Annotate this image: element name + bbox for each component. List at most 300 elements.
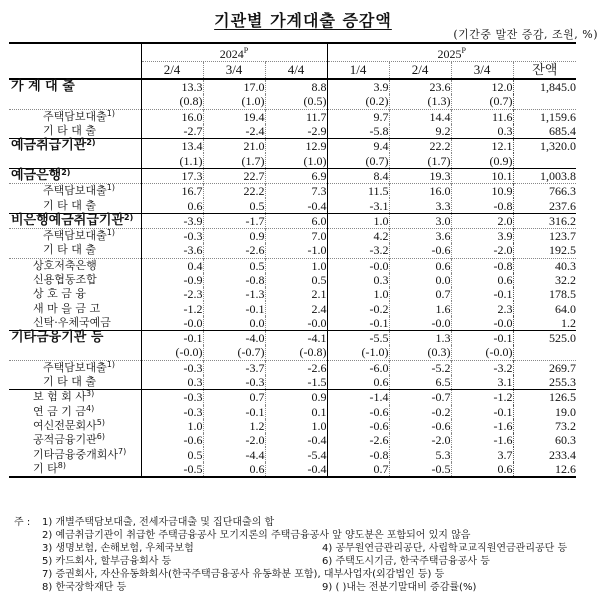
value-cell: -2.0 — [389, 433, 451, 447]
footnote-prefix: 주 : — [14, 517, 31, 528]
value-cell: 5.3 — [389, 447, 451, 461]
table-row — [9, 273, 576, 287]
value-cell: 16.0 — [389, 184, 451, 199]
value-cell: -2.0 — [203, 433, 265, 447]
value-cell: 2.3 — [451, 301, 513, 315]
value-cell: -0.3 — [141, 228, 203, 243]
footnote-marker: 1) — [106, 183, 115, 193]
value-cell: (0.5) — [265, 94, 327, 109]
row-label-text: 예금은행 — [11, 167, 62, 183]
value-cell: 22.7 — [203, 168, 265, 183]
row-label-text: 비은행예금취급기관 — [11, 212, 125, 228]
value-cell: -0.3 — [203, 375, 265, 390]
row-label-text: 가 계 대 출 — [11, 79, 75, 95]
value-cell: 2.0 — [451, 213, 513, 228]
row-label-text: 기 타 대 출 — [43, 243, 96, 257]
footnote-row — [14, 568, 604, 581]
value-cell: -0.8 — [203, 273, 265, 287]
row-label-text: 신탁·우체국예금 — [33, 315, 111, 329]
value-cell: -0.5 — [141, 462, 203, 477]
footnote-prefix — [14, 542, 42, 555]
row-label-text: 새 마 을 금 고 — [33, 301, 101, 315]
value-cell: -3.2 — [327, 243, 389, 258]
table-row — [9, 433, 576, 447]
footnote-marker: 2) — [86, 138, 96, 148]
footnote-text: 2) 예금취급기관이 취급한 주택금융공사 모기지론의 주택금융공사 앞 양도분은 포함되어 있지 않음 — [42, 530, 471, 541]
value-cell: 12.9 — [265, 139, 327, 154]
year-header-2024: $2024^P$ — [141, 43, 327, 62]
value-cell: 0.9 — [265, 390, 327, 405]
value-cell: (0.2) — [327, 94, 389, 109]
value-cell: (1.7) — [389, 153, 451, 168]
table-row — [9, 331, 576, 346]
value-cell: -0.1 — [141, 331, 203, 346]
balance-cell: 19.0 — [513, 405, 576, 419]
value-cell: -3.2 — [451, 360, 513, 375]
value-cell: -0.1 — [203, 301, 265, 315]
value-cell: (1.7) — [203, 153, 265, 168]
value-cell: 0.3 — [141, 375, 203, 390]
row-label — [9, 287, 141, 301]
table-row — [9, 198, 576, 213]
footnote-marker: 2) — [124, 212, 134, 222]
value-cell: 0.6 — [203, 462, 265, 477]
value-cell: 8.8 — [265, 79, 327, 94]
value-cell: 0.6 — [389, 258, 451, 273]
value-cell: -3.9 — [141, 213, 203, 228]
value-cell: 11.6 — [451, 109, 513, 124]
row-label-text: 상 호 금 융 — [33, 287, 86, 301]
row-label — [9, 184, 141, 199]
row-label — [9, 168, 141, 183]
balance-cell: 237.6 — [513, 198, 576, 213]
footnote-text: 8) 한국장학재단 등 — [42, 582, 127, 593]
value-cell: 0.3 — [451, 124, 513, 139]
value-cell: -4.1 — [265, 331, 327, 346]
value-cell: 19.4 — [203, 109, 265, 124]
footnote-text: 7) 증권회사, 자산유동화회사(한국주택금융공사 유동화분 포함), 대부사업자(외감법인 등) 등 — [42, 569, 445, 580]
balance-cell: 525.0 — [513, 331, 576, 346]
value-cell: 3.9 — [451, 228, 513, 243]
balance-cell: 178.5 — [513, 287, 576, 301]
balance-cell: 1,320.0 — [513, 139, 576, 154]
row-label — [9, 375, 141, 390]
table-row — [9, 94, 576, 109]
value-cell: 3.1 — [451, 375, 513, 390]
balance-cell: 766.3 — [513, 184, 576, 199]
footnotes — [14, 516, 604, 594]
household-loan-table — [9, 42, 576, 478]
balance-cell: 316.2 — [513, 213, 576, 228]
value-cell: -0.4 — [265, 198, 327, 213]
footnote-row — [14, 581, 604, 594]
row-label — [9, 433, 141, 447]
balance-cell: 1,845.0 — [513, 79, 576, 94]
value-cell: -4.4 — [203, 447, 265, 461]
value-cell: 0.5 — [265, 273, 327, 287]
row-label-text: 신용협동조합 — [33, 273, 97, 286]
value-cell: -0.6 — [389, 243, 451, 258]
value-cell: -0.1 — [451, 287, 513, 301]
value-cell: 4.2 — [327, 228, 389, 243]
value-cell: -0.5 — [389, 462, 451, 477]
value-cell: -0.3 — [141, 360, 203, 375]
balance-cell: 255.3 — [513, 375, 576, 390]
value-cell: 0.1 — [265, 405, 327, 419]
value-cell: 0.4 — [141, 258, 203, 273]
value-cell: 12.1 — [451, 139, 513, 154]
row-label-text: 주택담보대출 — [43, 184, 107, 198]
footnote-text: 9) ( )내는 전분기말대비 증감률(%) — [322, 582, 477, 593]
quarter-header: 3/4 — [451, 62, 513, 80]
table-row — [9, 316, 576, 331]
balance-cell: 1.2 — [513, 316, 576, 331]
value-cell: -0.1 — [203, 405, 265, 419]
value-cell: 3.0 — [389, 213, 451, 228]
table-row — [9, 153, 576, 168]
balance-cell — [513, 345, 576, 360]
footnote-marker: 1) — [106, 228, 115, 238]
value-cell: -1.7 — [203, 213, 265, 228]
value-cell: -0.6 — [327, 405, 389, 419]
footnote-marker: 8) — [57, 460, 66, 470]
value-cell: 1.0 — [327, 287, 389, 301]
value-cell: (-0.8) — [265, 345, 327, 360]
table-row — [9, 124, 576, 139]
value-cell: 1.0 — [327, 213, 389, 228]
footnote-prefix — [14, 581, 42, 594]
value-cell: -0.3 — [141, 390, 203, 405]
footnote-prefix — [14, 568, 42, 581]
quarter-header: 3/4 — [203, 62, 265, 80]
value-cell: (1.0) — [265, 153, 327, 168]
corner-cell-2 — [9, 62, 141, 80]
value-cell: 1.3 — [389, 331, 451, 346]
quarter-header: 2/4 — [389, 62, 451, 80]
footnote-marker: 4) — [86, 403, 95, 413]
value-cell: (1.0) — [203, 94, 265, 109]
value-cell: -0.8 — [451, 258, 513, 273]
row-label-text: 기 타 대 출 — [43, 124, 96, 138]
quarter-header: 4/4 — [265, 62, 327, 80]
value-cell: -0.0 — [265, 316, 327, 331]
value-cell: -2.4 — [203, 124, 265, 139]
value-cell: 6.9 — [265, 168, 327, 183]
value-cell: -5.4 — [265, 447, 327, 461]
row-label — [9, 213, 141, 228]
balance-header: 잔액 — [513, 62, 576, 80]
footnote-text: 4) 공무원연금관리공단, 사립학교교직원연금관리공단 등 — [322, 543, 568, 554]
row-label-text: 기 타 — [33, 461, 58, 475]
value-cell: (1.1) — [141, 153, 203, 168]
value-cell: 3.6 — [389, 228, 451, 243]
row-label — [9, 124, 141, 139]
value-cell: 0.6 — [451, 462, 513, 477]
value-cell: (0.3) — [389, 345, 451, 360]
value-cell: 9.2 — [389, 124, 451, 139]
value-cell: -0.8 — [451, 198, 513, 213]
value-cell: 16.0 — [141, 109, 203, 124]
footnote-marker: 5) — [96, 417, 105, 427]
value-cell: 12.0 — [451, 79, 513, 94]
quarter-header: 2/4 — [141, 62, 203, 80]
value-cell: -2.6 — [327, 433, 389, 447]
row-label-text: 공적금융기관 — [33, 433, 97, 447]
row-label-text: 상호저축은행 — [33, 258, 97, 272]
value-cell: -2.6 — [265, 360, 327, 375]
table-row — [9, 287, 576, 301]
value-cell: -5.2 — [389, 360, 451, 375]
balance-cell: 233.4 — [513, 447, 576, 461]
value-cell: -0.6 — [389, 419, 451, 433]
balance-cell: 1,003.8 — [513, 168, 576, 183]
value-cell: 1.0 — [141, 419, 203, 433]
footnote-marker: 2) — [61, 167, 71, 177]
value-cell: 3.7 — [451, 447, 513, 461]
value-cell: 2.4 — [265, 301, 327, 315]
table-row — [9, 360, 576, 375]
value-cell: -0.9 — [141, 273, 203, 287]
table-row — [9, 419, 576, 433]
value-cell: 2.1 — [265, 287, 327, 301]
balance-cell: 73.2 — [513, 419, 576, 433]
value-cell: -0.7 — [389, 390, 451, 405]
footnote-marker: 1) — [106, 108, 115, 118]
value-cell: -2.7 — [141, 124, 203, 139]
footnote-row — [14, 555, 604, 568]
row-label-text: 기타금융기관 등 — [11, 330, 104, 346]
value-cell: -1.3 — [203, 287, 265, 301]
value-cell: 8.4 — [327, 168, 389, 183]
row-label — [9, 228, 141, 243]
footnote-marker: 6) — [96, 432, 105, 442]
value-cell: (-0.0) — [451, 345, 513, 360]
value-cell: -5.8 — [327, 124, 389, 139]
footnote-marker: 7) — [118, 446, 127, 456]
balance-cell: 192.5 — [513, 243, 576, 258]
quarter-header-row — [9, 62, 576, 80]
value-cell: 6.0 — [265, 213, 327, 228]
value-cell: -0.8 — [327, 447, 389, 461]
table-row — [9, 243, 576, 258]
balance-cell: 12.6 — [513, 462, 576, 477]
year-header-2025: $2025^P$ — [327, 43, 576, 62]
value-cell: 7.0 — [265, 228, 327, 243]
row-label — [9, 139, 141, 154]
value-cell: -1.5 — [265, 375, 327, 390]
balance-cell: 126.5 — [513, 390, 576, 405]
row-label — [9, 405, 141, 419]
value-cell: -3.1 — [327, 198, 389, 213]
balance-cell: 60.3 — [513, 433, 576, 447]
value-cell: -3.6 — [141, 243, 203, 258]
row-label — [9, 258, 141, 273]
value-cell: (0.7) — [327, 153, 389, 168]
value-cell: 1.2 — [203, 419, 265, 433]
value-cell: -2.0 — [451, 243, 513, 258]
value-cell: 22.2 — [203, 184, 265, 199]
footnote-row — [14, 542, 604, 555]
value-cell: 0.7 — [203, 390, 265, 405]
table-row — [9, 405, 576, 419]
balance-cell: 64.0 — [513, 301, 576, 315]
value-cell: (0.8) — [141, 94, 203, 109]
value-cell: 0.5 — [203, 198, 265, 213]
row-label — [9, 79, 141, 94]
value-cell: 1.0 — [265, 258, 327, 273]
footnote-text: 6) 주택도시기금, 한국주택금융공사 등 — [322, 556, 490, 567]
row-label — [9, 109, 141, 124]
value-cell: 0.0 — [203, 316, 265, 331]
row-label-text: 주택담보대출 — [43, 229, 107, 243]
table-row — [9, 345, 576, 360]
footnote-text: 3) 생명보험, 손해보험, 우체국보험 — [42, 543, 194, 554]
value-cell: 11.7 — [265, 109, 327, 124]
value-cell: 0.6 — [327, 375, 389, 390]
year-header-row — [9, 43, 576, 62]
table-body — [9, 79, 576, 477]
value-cell: 13.3 — [141, 79, 203, 94]
row-label — [9, 462, 141, 477]
value-cell: -1.6 — [451, 433, 513, 447]
table-row — [9, 213, 576, 228]
row-label-text: 주택담보대출 — [43, 109, 107, 123]
row-label-text: 주택담보대출 — [43, 360, 107, 374]
value-cell: -1.4 — [327, 390, 389, 405]
footnote-marker: 1) — [106, 359, 115, 369]
value-cell: -0.0 — [389, 316, 451, 331]
balance-cell: 32.2 — [513, 273, 576, 287]
value-cell: 23.6 — [389, 79, 451, 94]
row-label-text: 기 타 대 출 — [43, 198, 96, 212]
value-cell: 3.3 — [389, 198, 451, 213]
balance-cell: 40.3 — [513, 258, 576, 273]
table-row — [9, 228, 576, 243]
table-row — [9, 258, 576, 273]
row-label — [9, 345, 141, 360]
value-cell: -0.6 — [327, 419, 389, 433]
value-cell: 10.1 — [451, 168, 513, 183]
balance-cell: 1,159.6 — [513, 109, 576, 124]
value-cell: -3.7 — [203, 360, 265, 375]
table-row — [9, 109, 576, 124]
row-label-text: 예금취급기관 — [11, 138, 87, 154]
value-cell: 11.5 — [327, 184, 389, 199]
value-cell: 6.5 — [389, 375, 451, 390]
table-row — [9, 447, 576, 461]
value-cell: -1.2 — [141, 301, 203, 315]
row-label — [9, 94, 141, 109]
value-cell: -4.0 — [203, 331, 265, 346]
table-row — [9, 184, 576, 199]
value-cell: 13.4 — [141, 139, 203, 154]
table-row — [9, 390, 576, 405]
value-cell: -1.0 — [265, 243, 327, 258]
value-cell: -0.1 — [451, 405, 513, 419]
row-label-text: 여신전문회사 — [33, 418, 97, 432]
row-label — [9, 419, 141, 433]
footnote-row — [14, 529, 604, 542]
quarter-header: 1/4 — [327, 62, 389, 80]
value-cell: -6.0 — [327, 360, 389, 375]
value-cell: 0.6 — [451, 273, 513, 287]
value-cell: (0.7) — [451, 94, 513, 109]
table-row — [9, 139, 576, 154]
row-label — [9, 447, 141, 461]
value-cell: 14.4 — [389, 109, 451, 124]
value-cell: -0.6 — [141, 433, 203, 447]
value-cell: 9.4 — [327, 139, 389, 154]
balance-cell: 685.4 — [513, 124, 576, 139]
table-row — [9, 462, 576, 477]
value-cell: -2.9 — [265, 124, 327, 139]
unit-note: (기간중 말잔 증감, 조원, %) — [453, 28, 598, 41]
value-cell: -0.3 — [141, 405, 203, 419]
value-cell: -1.2 — [451, 390, 513, 405]
row-label-text: 기타금융중개회사 — [33, 447, 119, 461]
value-cell: -1.6 — [451, 419, 513, 433]
value-cell: -2.3 — [141, 287, 203, 301]
value-cell: -5.5 — [327, 331, 389, 346]
balance-cell — [513, 153, 576, 168]
value-cell: (0.9) — [451, 153, 513, 168]
value-cell: 21.0 — [203, 139, 265, 154]
value-cell: 19.3 — [389, 168, 451, 183]
footnote-prefix — [14, 555, 42, 568]
value-cell: -2.6 — [203, 243, 265, 258]
value-cell: -0.0 — [451, 316, 513, 331]
value-cell: -0.4 — [265, 433, 327, 447]
value-cell: -0.4 — [265, 462, 327, 477]
value-cell: 0.5 — [203, 258, 265, 273]
row-label — [9, 153, 141, 168]
balance-cell: 269.7 — [513, 360, 576, 375]
corner-cell — [9, 43, 141, 62]
value-cell: 1.6 — [389, 301, 451, 315]
value-cell: 0.0 — [389, 273, 451, 287]
table-row — [9, 301, 576, 315]
balance-cell — [513, 94, 576, 109]
row-label — [9, 198, 141, 213]
row-label — [9, 331, 141, 346]
value-cell: 0.6 — [141, 198, 203, 213]
row-label — [9, 360, 141, 375]
footnote-text: 1) 개별주택담보대출, 전세자금대출 및 집단대출의 합 — [42, 517, 275, 528]
value-cell: (-0.0) — [141, 345, 203, 360]
title-text: 기관별 가계대출 증감액 — [214, 11, 392, 30]
value-cell: 17.3 — [141, 168, 203, 183]
value-cell: 9.7 — [327, 109, 389, 124]
value-cell: 17.0 — [203, 79, 265, 94]
balance-cell: 123.7 — [513, 228, 576, 243]
value-cell: 0.5 — [141, 447, 203, 461]
value-cell: 3.9 — [327, 79, 389, 94]
value-cell: -0.2 — [327, 301, 389, 315]
footnote-row — [14, 516, 604, 529]
value-cell: -0.1 — [451, 331, 513, 346]
row-label — [9, 390, 141, 405]
value-cell: 0.7 — [389, 287, 451, 301]
footnote-marker: 3) — [86, 389, 95, 399]
table-row — [9, 375, 576, 390]
value-cell: 7.3 — [265, 184, 327, 199]
row-label — [9, 273, 141, 287]
value-cell: 22.2 — [389, 139, 451, 154]
row-label-text: 연 금 기 금 — [33, 404, 86, 418]
value-cell: (1.3) — [389, 94, 451, 109]
row-label — [9, 243, 141, 258]
value-cell: -0.0 — [141, 316, 203, 331]
